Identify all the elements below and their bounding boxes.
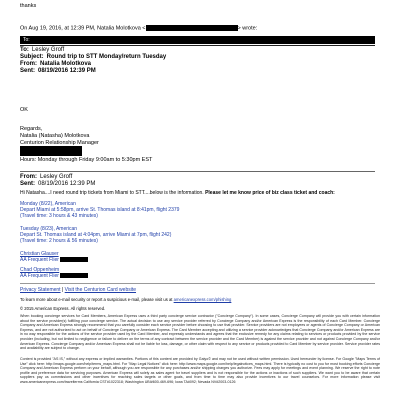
from-label-2: From: (20, 174, 37, 180)
request-plain: Hi Natasha....I need round trip tickets from Miami to STT....below is the information. (20, 190, 204, 196)
footer-links (20, 287, 136, 293)
redacted-ff-number (60, 257, 88, 262)
sent-value: 08/19/2016 12:39 PM (38, 68, 96, 74)
sent-row (20, 68, 375, 75)
report-line (20, 297, 231, 302)
leg-details: Depart St. Thomas island at 4:04pm, arrive Miami at 7pm, flight 242) (20, 232, 172, 238)
leg-title: Monday (8/22), American (20, 201, 76, 207)
signature-regards: Regards, (20, 126, 43, 132)
frequent-flier-label: AA Frequent Flier (20, 273, 59, 279)
passenger-name[interactable]: Christian Glauser (20, 251, 59, 257)
passenger-2 (20, 267, 88, 279)
subject-row (20, 54, 375, 61)
footer-separator: | (61, 287, 64, 293)
phishing-link[interactable]: americanexpress.com/phishing (173, 297, 232, 302)
passenger-name[interactable]: Chad Oppenheim (20, 267, 60, 273)
sent-label-2: Sent: (20, 181, 35, 187)
greeting: thanks (20, 3, 37, 9)
sent-label: Sent: (20, 68, 35, 74)
centurion-website-link[interactable]: Visit the Centurion Card website (64, 287, 137, 293)
reply-header-prefix: On Aug 19, 2016, at 12:39 PM, Natalia Molotkova < (20, 25, 146, 32)
sent-value-2: 08/19/2016 12:39 PM (38, 181, 96, 187)
leg-details: Depart Miami at 5:58pm, arrive St. Thomas island at 8:41pm, flight 2379 (20, 207, 180, 213)
signature-title: Centurion Relationship Manager (20, 140, 99, 146)
redacted-email-sig (20, 151, 82, 156)
divider (20, 45, 375, 46)
itinerary-leg-1 (20, 201, 320, 219)
to-label: To: (20, 47, 29, 53)
from-row (20, 61, 375, 68)
sent-row-2 (20, 181, 95, 188)
redacted-ff-number (60, 273, 88, 278)
bar-to-label: To: (23, 37, 30, 43)
message-header-2 (20, 174, 95, 188)
subject-label: Subject: (20, 54, 44, 60)
privacy-statement-link[interactable]: Privacy Statement (20, 287, 61, 293)
request-line (20, 190, 380, 196)
passenger-1 (20, 251, 88, 263)
divider (20, 171, 375, 172)
from-label: From: (20, 61, 37, 67)
frequent-flier-label: AA Frequent Flier (20, 257, 59, 263)
leg-duration: (Travel time: 2 hours & 56 minutes) (20, 238, 98, 244)
request-bold: Please let me know price of biz class ticket and coach: (205, 190, 335, 196)
to-value: Lesley Groff (31, 47, 65, 53)
from-value-2: Lesley Groff (40, 174, 73, 180)
ok-text: OK (20, 107, 28, 113)
legal-paragraph-1: When booking concierge services for Card Members, American Express uses a third party concierge service contractor ("Concierge Company"). In some cases, Concierge Company will provide you with certain information about the service provider(s) fulfilling your concierge service. The actual decision to use any service provider referred by Concierge Company and/or American Express is the responsibility of each Card Member. Concierge Company and American Express strongly recommend that you carefully consider each service provider before choosing to use that provider. Service providers are not employees or agents of Concierge Company or American Express, and are not authorized to act on behalf of Concierge Company or American Express. The Card Member accepting and utilizing a service provider acknowledges that Concierge Company and/or American Express are in no way responsible for the actions of the service provider used by the Card Member, and expressly understands and agrees that the exclusive remedy for any claims relating to services or products provided by the service provider (including, but not limited to negligence or failure to deliver on the terms of any contract between the service provider and the Card Member) is against the service provider and not against Concierge Company and/or American Express. Concierge Company and/or American Express shall not be liable for loss, damage, or other claim with respect to any service or products provided to Card Member by service provider. Service provider rates and availability are subject to change. (20, 314, 380, 351)
leg-duration: (Travel time: 3 hours & 43 minutes) (20, 213, 98, 219)
signature (20, 126, 99, 147)
redacted-email (146, 25, 238, 31)
redacted-bar (20, 36, 375, 44)
to-row (20, 47, 375, 54)
itinerary-leg-2 (20, 226, 320, 244)
copyright: © 2015 American Express. All rights reserved. (20, 306, 106, 311)
reply-header (20, 25, 257, 32)
legal-paragraph-2: Content is provided "AS IS," without any express or implied warranties. Portions of this content are provided by Gaiyo© and may not be used without written permission. Used hereunder by license. For Google "Maps Terms of Use" click here: http://maps.google.com/help/terms_maps.html. For "Map Legal Notices" click here: http://www.maps.google.com/help/legalnotices_maps.html. There is typically no cost to you for most booking efforts Concierge Company and American Express perform on your behalf, although you are responsible for any purchases and/or shipping charges you authorize. Fees may apply for meetings and event planning. We reserve the right to note profile and preference data for servicing purposes. American Express will solely as sales agent for travel suppliers and is not responsible for the actions or inactions of such suppliers. We want you to be aware that certain suppliers pay us commissions and other incentives for reaching sales targets or other goals, and from time to time may also provide incentives to our travel counselors. For more information please visit www.americanexpress.com/travelterms California CST#1022318; Washington UBI#600-469-696; Iowa TA#092; Nevada NV#2003-0126 (20, 357, 380, 384)
signature-name: Natalia (Natasha) Molotkova (20, 133, 90, 139)
signature-hours: Hours: Monday through Friday 9:00am to 5:30pm EST (20, 157, 153, 163)
report-text: To learn more about e-mail security or report a suspicious e-mail, please visit us at (20, 297, 173, 302)
subject-value: Round trip to STT Monday/return Tuesday (46, 54, 167, 60)
from-row-2 (20, 174, 95, 181)
reply-header-suffix: > wrote: (237, 25, 258, 32)
from-value: Natalia Molotkova (40, 61, 92, 67)
message-header (20, 47, 375, 75)
divider (20, 283, 375, 284)
leg-title: Tuesday (8/23), American (20, 226, 78, 232)
